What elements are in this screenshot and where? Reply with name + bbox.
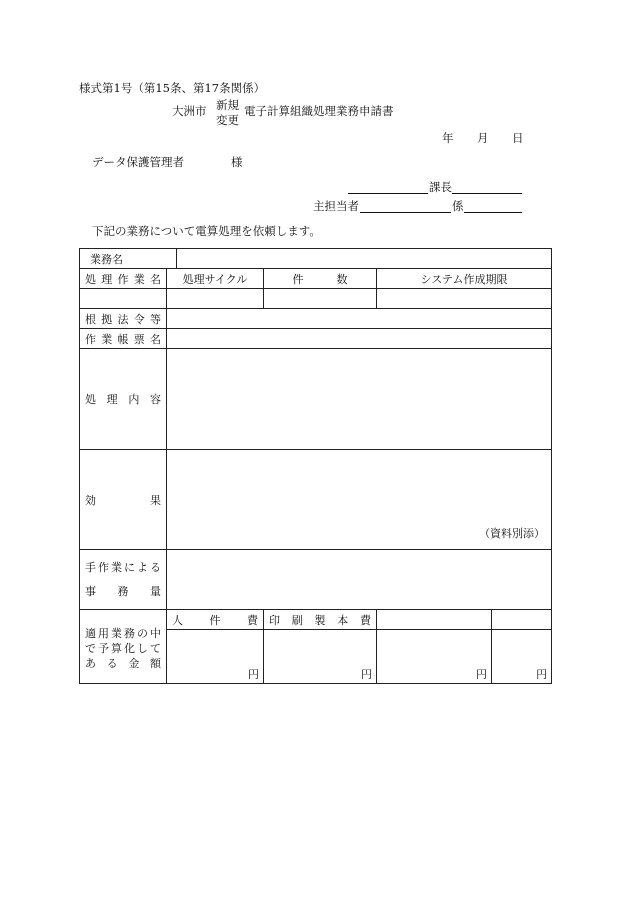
process-cycle-field[interactable]	[167, 289, 264, 309]
printing-cost-field[interactable]	[264, 630, 377, 684]
budget-line2: で予算化して	[85, 642, 161, 655]
count-field[interactable]	[264, 289, 377, 309]
work-forms-label: 作業帳票名	[80, 329, 167, 349]
table-row-legal-basis	[80, 309, 552, 329]
staff-label: 係	[452, 199, 464, 213]
printing-cost-label: 印刷製本費	[264, 610, 377, 630]
budget-field-4[interactable]	[492, 630, 552, 684]
table-row-effect	[80, 450, 552, 550]
manual-work-line2: 事務量	[85, 584, 161, 598]
date-day: 日	[512, 131, 524, 145]
yen-unit-2: 円	[361, 668, 372, 681]
table-row-header	[80, 269, 552, 289]
kind-new: 新規	[216, 98, 239, 112]
budget-line3: ある金額	[85, 657, 161, 670]
budget-header-blank-1[interactable]	[377, 610, 492, 630]
effect-label: 効 果	[80, 450, 167, 550]
yen-unit-1: 円	[248, 668, 259, 681]
staff-blank[interactable]	[464, 212, 522, 213]
addressee-title: データ保護管理者	[92, 155, 184, 169]
system-deadline-label: システム作成期限	[377, 269, 552, 289]
business-name-text: 業務名	[90, 252, 123, 266]
legal-basis-field[interactable]	[167, 309, 552, 329]
process-work-name-label: 処理作業名	[80, 269, 167, 289]
section-chief-label: 課長	[429, 180, 452, 194]
yen-unit-3: 円	[476, 668, 487, 681]
legal-basis-label: 根拠法令等	[80, 309, 167, 329]
section-chief-blank[interactable]	[348, 193, 428, 194]
kind-change: 変更	[216, 113, 239, 127]
budget-line1: 適用業務の中	[85, 627, 161, 640]
date-year: 年	[442, 131, 454, 145]
table-row-work-forms	[80, 329, 552, 349]
business-name-field[interactable]	[177, 249, 552, 269]
person-in-charge-label: 主担当者	[313, 199, 359, 213]
addressee-honorific: 様	[231, 155, 243, 169]
business-name-label	[80, 249, 177, 269]
table-row-process-content	[80, 349, 552, 450]
table-row-header-values	[80, 289, 552, 309]
request-text: 下記の業務について電算処理を依頼します。	[92, 224, 321, 238]
form-title: 電子計算組織処理業務申請書	[244, 104, 394, 118]
process-content-field[interactable]	[167, 349, 552, 450]
form-number: 様式第1号（第15条、第17条関係）	[79, 81, 266, 95]
budget-label	[80, 610, 167, 684]
system-deadline-field[interactable]	[377, 289, 552, 309]
count-label: 件 数	[264, 269, 377, 289]
person-in-charge-blank[interactable]	[360, 212, 451, 213]
work-forms-field[interactable]	[167, 329, 552, 349]
date-month: 月	[477, 131, 489, 145]
city-name: 大洲市	[172, 104, 207, 118]
process-work-name-field[interactable]	[80, 289, 167, 309]
budget-header-blank-2[interactable]	[492, 610, 552, 630]
process-content-label: 処理内容	[80, 349, 167, 450]
application-table	[79, 248, 552, 684]
manual-work-label	[80, 550, 167, 610]
materials-note: （資料別添）	[479, 527, 546, 540]
table-row-manual-work	[80, 550, 552, 610]
yen-unit-4: 円	[536, 668, 548, 681]
kind-options	[216, 98, 239, 128]
table-row-business-name	[80, 249, 552, 269]
effect-field[interactable]	[167, 450, 552, 550]
process-cycle-label: 処理サイクル	[167, 269, 264, 289]
table-row-budget-header	[80, 610, 552, 630]
manual-work-line1: 手作業による	[85, 560, 161, 574]
manual-work-field[interactable]	[167, 550, 552, 610]
budget-field-3[interactable]	[377, 630, 492, 684]
section-chief-seal-blank[interactable]	[452, 193, 522, 194]
labor-cost-field[interactable]	[167, 630, 264, 684]
labor-cost-label: 人 件 費	[167, 610, 264, 630]
